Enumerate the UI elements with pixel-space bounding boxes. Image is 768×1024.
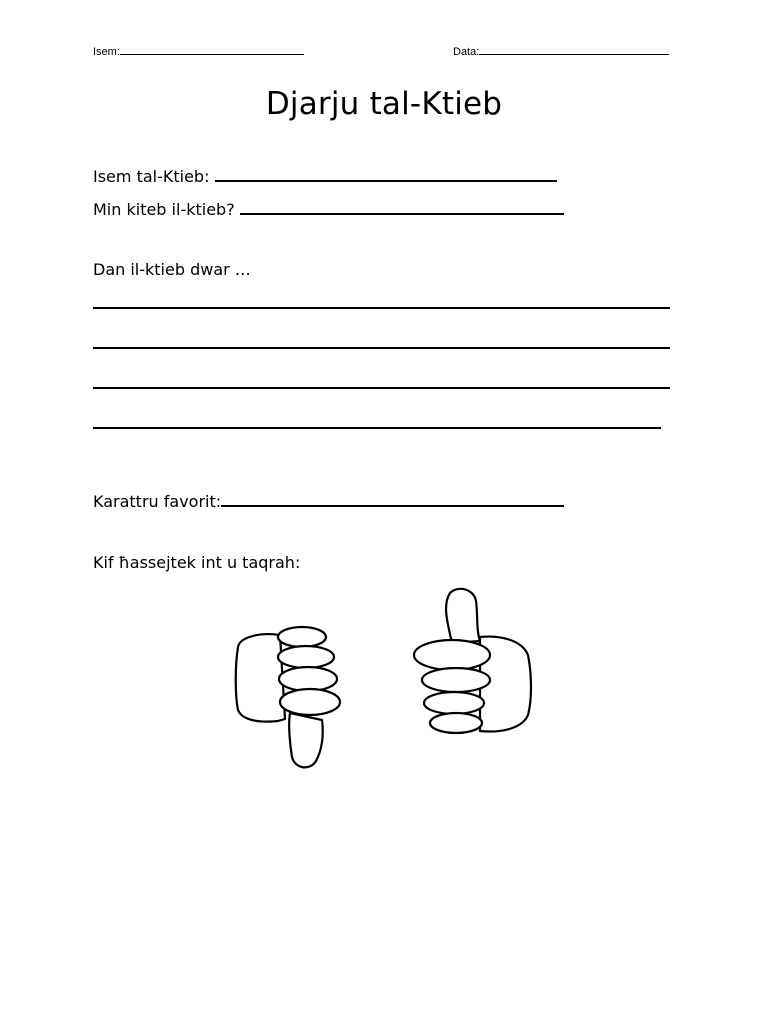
- date-field: [453, 43, 669, 58]
- writing-line[interactable]: [93, 427, 661, 429]
- author-field: [93, 199, 564, 219]
- feeling-label: Kif ħassejtek int u taqrah:: [93, 553, 301, 572]
- author-label: Min kiteb il-ktieb?: [93, 200, 235, 219]
- author-blank[interactable]: [240, 199, 564, 215]
- name-label: Isem:: [93, 46, 120, 58]
- favorite-character-blank[interactable]: [221, 491, 564, 507]
- date-blank[interactable]: [479, 43, 669, 55]
- thumbs-up-icon[interactable]: [414, 589, 531, 733]
- about-label: Dan il-ktieb dwar …: [93, 260, 251, 279]
- writing-line[interactable]: [93, 387, 670, 389]
- book-name-label: Isem tal-Ktieb:: [93, 167, 210, 186]
- thumbs-down-icon[interactable]: [236, 627, 340, 767]
- page-title: Djarju tal-Ktieb: [265, 86, 503, 122]
- name-field: [93, 43, 304, 58]
- date-label: Data:: [453, 46, 480, 58]
- name-blank[interactable]: [120, 43, 304, 55]
- favorite-character-label: Karattru favorit:: [93, 492, 222, 511]
- book-name-field: [93, 166, 557, 186]
- writing-line[interactable]: [93, 307, 670, 309]
- rating-hands: [230, 585, 540, 775]
- book-name-blank[interactable]: [215, 166, 557, 182]
- favorite-character-field: [93, 491, 564, 511]
- writing-line[interactable]: [93, 347, 670, 349]
